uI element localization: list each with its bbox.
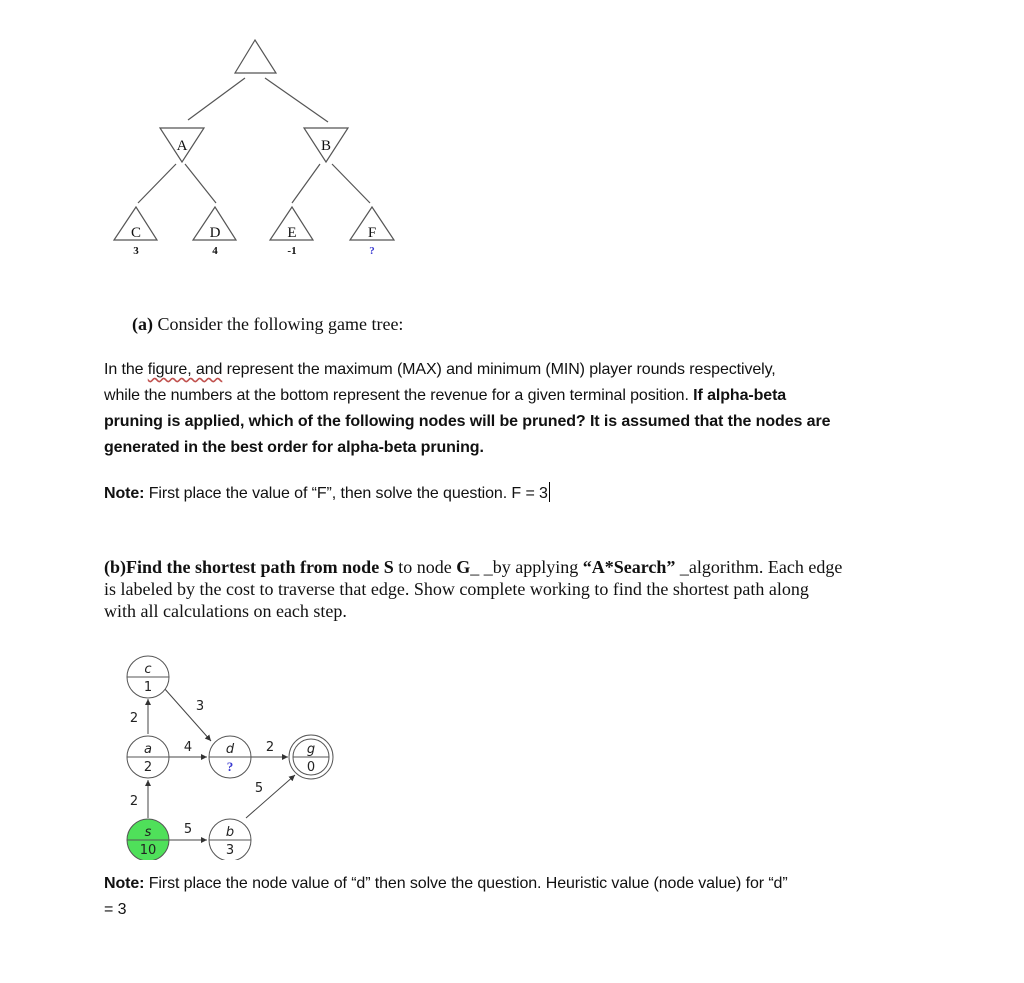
node-name-d: d (225, 742, 235, 757)
edge-cost-b-g: 5 (254, 781, 264, 796)
node-h-g: 0 (306, 760, 316, 775)
node-name-s: s (144, 825, 152, 840)
note-text: First place the value of “F”, then solve the question. F = 3 (144, 485, 548, 502)
leaf-value-D: 4 (212, 245, 218, 257)
node-label-D: D (209, 225, 221, 241)
bold-text: S (383, 557, 394, 577)
note-label: Note: (104, 485, 145, 502)
edge-cost-a-d: 4 (183, 740, 193, 755)
node-h-d: ? (226, 759, 234, 774)
text: In the (104, 361, 148, 378)
part-a-heading-text: Consider the following game tree: (153, 314, 404, 334)
node-name-c: c (144, 662, 152, 677)
leaf-value-C: 3 (133, 245, 139, 257)
node-name-b: b (225, 825, 235, 840)
text: while the numbers at the bottom represent the revenue for a given terminal position. (104, 387, 694, 404)
bold-text: G (456, 557, 471, 577)
node-h-a: 2 (143, 760, 153, 775)
part-a-heading (132, 313, 403, 335)
edge-cost-d-g: 2 (265, 740, 275, 755)
node-name-g: g (306, 742, 316, 757)
node-h-s: 10 (139, 843, 157, 858)
text: _ _by applying (470, 557, 583, 577)
text: _algorithm. Each edge (675, 557, 843, 577)
node-label-E: E (287, 225, 297, 241)
leaf-value-F: ? (369, 245, 375, 257)
leaf-value-E: -1 (287, 245, 297, 257)
edge-cost-s-b: 5 (183, 822, 193, 837)
part-a-note (104, 481, 550, 507)
bold-text: pruning is applied, which of the following nodes will be pruned? It is assumed that the nodes are (104, 413, 831, 430)
part-b-paragraph (104, 556, 924, 622)
note-label: Note: (104, 875, 145, 892)
note-text: First place the node value of “d” then solve the question. Heuristic value (node value) for “d” (144, 875, 788, 892)
node-name-a: a (144, 742, 152, 757)
text-cursor (549, 482, 550, 502)
node-label-A: A (176, 138, 188, 154)
node-h-b: 3 (225, 843, 235, 858)
edge-cost-s-a: 2 (129, 794, 139, 809)
node-h-c: 1 (143, 680, 153, 695)
text: to node (393, 557, 457, 577)
text: with all calculations on each step. (104, 601, 347, 621)
edge-cost-c-d: 3 (195, 699, 205, 714)
node-label-F: F (367, 225, 377, 241)
edge-cost-a-c: 2 (129, 711, 139, 726)
part-a-paragraph (104, 357, 934, 461)
game-tree-diagram (100, 30, 420, 270)
bold-text: If alpha-beta (693, 387, 787, 404)
search-graph-diagram (100, 650, 350, 860)
text: is labeled by the cost to traverse that edge. Show complete working to find the shortest path along (104, 579, 809, 599)
bold-text: (b)Find the shortest path from node (104, 557, 384, 577)
note-text: = 3 (104, 901, 127, 918)
bold-text: “A*Search” (582, 557, 676, 577)
node-label-C: C (130, 225, 142, 241)
bold-text: generated in the best order for alpha-beta pruning. (104, 439, 484, 456)
max-node-root (235, 40, 276, 73)
part-b-note (104, 871, 934, 923)
text: represent the maximum (MAX) and minimum (MIN) player rounds respectively, (222, 361, 776, 378)
spellcheck-text: figure, and (147, 361, 223, 378)
node-label-B: B (320, 138, 332, 154)
part-a-label: (a) (132, 314, 153, 334)
